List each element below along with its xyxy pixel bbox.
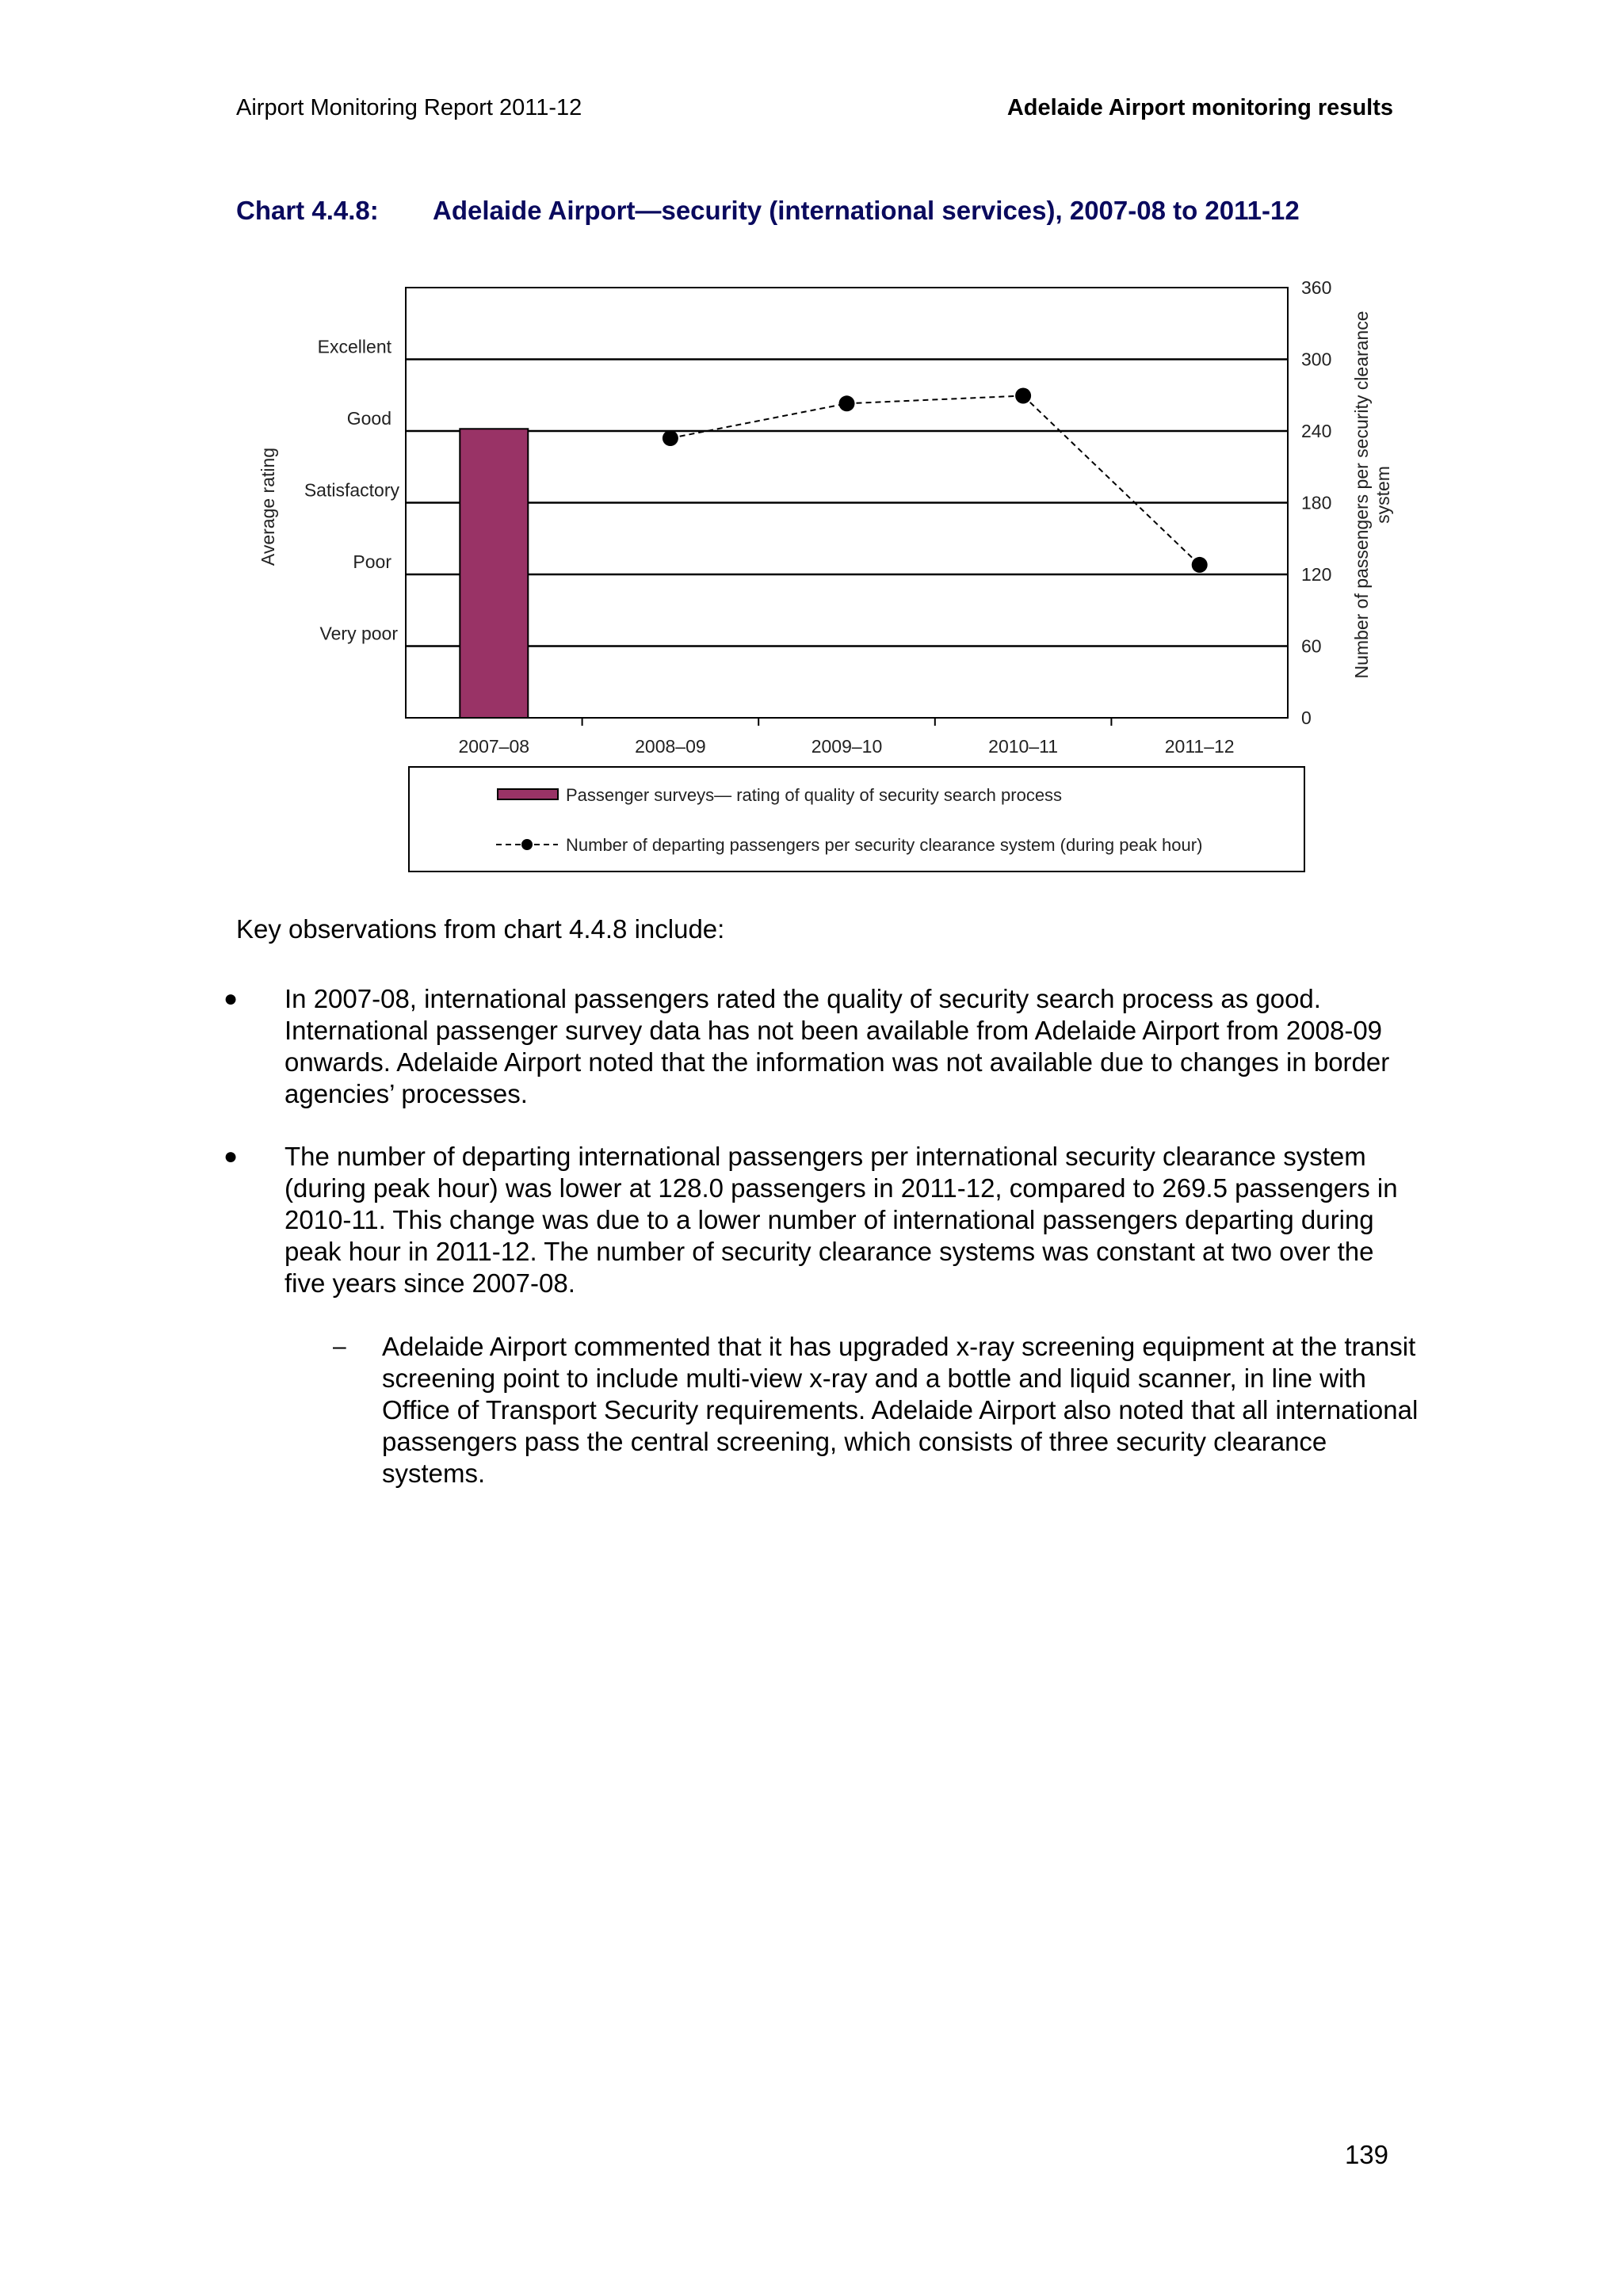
series-line-segment <box>670 403 847 438</box>
left-axis-tick-label: Satisfactory <box>304 479 399 501</box>
legend-frame <box>409 767 1304 871</box>
sub-bullet-text: Adelaide Airport commented that it has upgraded x-ray screening equipment at the transit screening point to include multi-view x-ray and a bottle and liquid scanner, in line with Office of Transport Security requirements. Adelaide Airport also noted that all international passengers pass the central screening, which consists of three security clearance systems. <box>382 1332 1419 1488</box>
bullet-text: The number of departing international passengers per international security clearance system (during peak hour) was lower at 128.0 passengers in 2011-12, compared to 269.5 passengers in 2010-11. This change was due to a lower number of international passengers departing during peak hour in 2011-12. The number of security clearance systems was constant at two over the five years since 2007-08. <box>285 1142 1398 1298</box>
section-title: Adelaide Airport monitoring results <box>1006 95 1393 120</box>
right-axis-tick-label: 120 <box>1301 564 1332 585</box>
legend-label: Passenger surveys— rating of quality of security search process <box>566 785 1063 805</box>
bullet-icon: ● <box>223 1143 239 1169</box>
left-axis-tick-label: Poor <box>353 551 391 572</box>
line-point <box>1015 388 1031 404</box>
x-tick-label: 2011–12 <box>1164 736 1235 757</box>
left-axis-tick-label: Excellent <box>317 336 391 357</box>
report-title: Airport Monitoring Report 2011-12 <box>236 95 582 120</box>
right-axis-tick-label: 360 <box>1301 277 1332 298</box>
chart-title: Adelaide Airport—security (international services), 2007-08 to 2011-12 <box>433 196 1300 225</box>
left-axis-label: Average rating <box>258 447 278 566</box>
x-tick-label: 2008–09 <box>635 736 706 757</box>
x-tick-label: 2010–11 <box>988 736 1059 757</box>
legend-bar-swatch <box>498 789 558 799</box>
chart <box>0 0 1623 887</box>
series-line-segment <box>847 396 1024 404</box>
line-point <box>663 430 678 446</box>
dash-icon: – <box>333 1333 346 1360</box>
legend-label: Number of departing passengers per security clearance system (during peak hour) <box>566 835 1203 855</box>
left-axis-tick-label: Very poor <box>319 623 398 644</box>
line-point <box>839 395 855 411</box>
right-axis-tick-label: 180 <box>1301 492 1332 513</box>
right-axis-tick-label: 60 <box>1301 635 1322 657</box>
x-tick-label: 2007–08 <box>458 736 530 757</box>
left-axis-tick-label: Good <box>346 408 391 429</box>
legend-line-marker <box>521 839 533 850</box>
right-axis-label: Number of passengers per security clearance <box>1351 311 1372 679</box>
line-point <box>1192 557 1208 573</box>
key-observations-intro: Key observations from chart 4.4.8 include: <box>236 914 725 944</box>
series-line-segment <box>1023 396 1200 565</box>
right-axis-tick-label: 0 <box>1301 707 1312 728</box>
bullet-icon: ● <box>223 986 239 1012</box>
page-number: 139 <box>1344 2140 1388 2169</box>
chart-number: Chart 4.4.8: <box>236 196 379 225</box>
right-axis-tick-label: 300 <box>1301 349 1332 370</box>
right-axis-tick-label: 240 <box>1301 421 1332 441</box>
bullet-text: In 2007-08, international passengers rated the quality of security search process as good. International passenger survey data has not been available from Adelaide Airport from 2008-09 onwards. Adelaide Airport noted that the information was not available due to changes in border agencies’ processes. <box>285 984 1390 1108</box>
x-tick-label: 2009–10 <box>811 736 883 757</box>
right-axis-label: system <box>1373 466 1393 524</box>
bar <box>460 429 528 718</box>
